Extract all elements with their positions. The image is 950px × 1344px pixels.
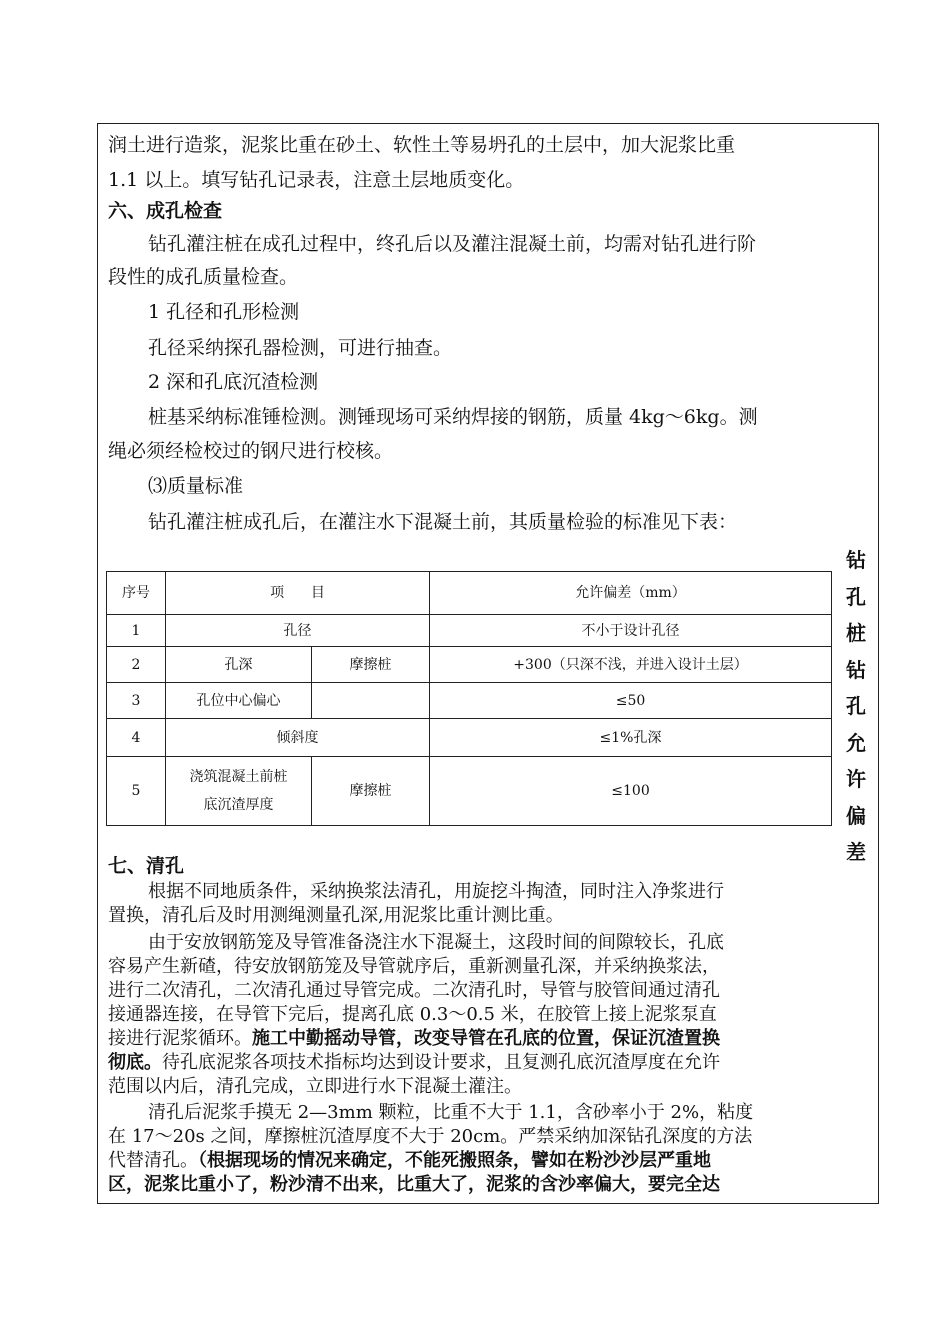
text-line: 钻孔灌注桩在成孔过程中，终孔后以及灌注混凝土前，均需对钻孔进行阶 bbox=[148, 233, 757, 255]
cell-no: 4 bbox=[107, 719, 166, 757]
tolerance-table bbox=[106, 571, 832, 826]
cell-no: 1 bbox=[107, 615, 166, 647]
table-row bbox=[107, 683, 832, 719]
side-title-char: 孔 bbox=[846, 694, 866, 718]
cell-sub: 摩擦桩 bbox=[312, 757, 430, 826]
text-line: 桩基采纳标准锤检测。测锤现场可采纳焊接的钢筋，质量 4kg～6kg。测 bbox=[148, 406, 758, 428]
text-normal: 待孔底泥浆各项技术指标均达到设计要求，且复测孔底沉渣厚度在允许 bbox=[162, 1052, 720, 1073]
cell-item: 孔径 bbox=[166, 615, 430, 647]
text-bold: 彻底。 bbox=[108, 1052, 162, 1073]
text-line: 容易产生新碴，待安放钢筋笼及导管就序后，重新测量孔深，并采纳换浆法， bbox=[108, 956, 720, 977]
text-line: 段性的成孔质量检查。 bbox=[108, 266, 299, 288]
header-item: 项 目 bbox=[166, 572, 430, 615]
text-line bbox=[108, 1150, 711, 1172]
text-line: 范围以内后，清孔完成，立即进行水下混凝土灌注。 bbox=[108, 1076, 522, 1097]
subheading: 2 深和孔底沉渣检测 bbox=[148, 371, 319, 393]
cell-tolerance: 不小于设计孔径 bbox=[430, 615, 832, 647]
side-title-char: 许 bbox=[846, 767, 866, 791]
text-line: 钻孔灌注桩成孔后，在灌注水下混凝土前，其质量检验的标准见下表： bbox=[148, 511, 738, 533]
cell-sub: 摩擦桩 bbox=[312, 647, 430, 683]
cell-item-line: 底沉渣厚度 bbox=[203, 797, 274, 813]
subheading: ⑶质量标准 bbox=[148, 475, 244, 497]
side-title-char: 差 bbox=[846, 840, 866, 864]
text-line: 区，泥浆比重小了，粉沙清不出来，比重大了，泥浆的含沙率偏大，要完全达 bbox=[108, 1174, 720, 1195]
table-row bbox=[107, 647, 832, 683]
header-tolerance: 允许偏差（mm） bbox=[430, 572, 832, 615]
text-normal: 接进行泥浆循环。 bbox=[108, 1028, 252, 1049]
text-line: 根据不同地质条件，采纳换浆法清孔，用旋挖斗掏渣，同时注入净浆进行 bbox=[148, 881, 724, 902]
text-line: 润土进行造浆，泥浆比重在砂土、软性土等易坍孔的土层中，加大泥浆比重 bbox=[108, 134, 736, 156]
subheading: 1 孔径和孔形检测 bbox=[148, 301, 300, 323]
text-line: 进行二次清孔，二次清孔通过导管完成。二次清孔时，导管与胶管间通过清孔 bbox=[108, 980, 720, 1001]
table-row bbox=[107, 757, 832, 826]
text-bold: 施工中勤摇动导管，改变导管在孔底的位置，保证沉渣置换 bbox=[252, 1028, 720, 1049]
header-no: 序号 bbox=[107, 572, 166, 615]
cell-tolerance: ≤50 bbox=[430, 683, 832, 719]
cell-no: 5 bbox=[107, 757, 166, 826]
text-line: 清孔后泥浆手摸无 2—3mm 颗粒，比重不大于 1.1，含砂率小于 2%，粘度 bbox=[148, 1102, 754, 1123]
cell-item: 孔深 bbox=[166, 647, 312, 683]
text-line bbox=[108, 1052, 720, 1074]
side-title-char: 偏 bbox=[846, 803, 866, 828]
text-line: 绳必须经检校过的钢尺进行校核。 bbox=[108, 440, 394, 462]
section-heading-6: 六、成孔检查 bbox=[108, 200, 223, 222]
text-normal: 代替清孔。 bbox=[108, 1150, 198, 1171]
text-line: 接通器连接，在导管下完后，提离孔底 0.3～0.5 米，在胶管上接上泥浆泵直 bbox=[108, 1004, 717, 1025]
side-title-char: 钻 bbox=[846, 548, 866, 572]
text-bold: （根据现场的情况来确定，不能死搬照条，譬如在粉沙沙层严重地 bbox=[198, 1150, 711, 1171]
side-title-char: 孔 bbox=[846, 584, 866, 609]
table-row bbox=[107, 615, 832, 647]
cell-no: 2 bbox=[107, 647, 166, 683]
cell-tolerance: +300（只深不浅，并进入设计土层） bbox=[430, 647, 832, 683]
cell-item: 孔位中心偏心 bbox=[166, 683, 312, 719]
text-line: 由于安放钢筋笼及导管准备浇注水下混凝土，这段时间的间隙较长，孔底 bbox=[148, 932, 724, 953]
cell-no: 3 bbox=[107, 683, 166, 719]
text-line: 在 17～20s 之间，摩擦桩沉渣厚度不大于 20cm。严禁采纳加深钻孔深度的方法 bbox=[108, 1126, 753, 1147]
cell-sub bbox=[312, 683, 430, 719]
cell-item: 倾斜度 bbox=[166, 719, 430, 757]
table-header-row bbox=[107, 572, 832, 615]
cell-item bbox=[166, 757, 312, 826]
cell-tolerance: ≤100 bbox=[430, 757, 832, 826]
side-title-char: 桩 bbox=[846, 621, 866, 645]
text-line: 置换，清孔后及时用测绳测量孔深,用泥浆比重计测比重。 bbox=[108, 905, 564, 926]
cell-item-line: 浇筑混凝土前桩 bbox=[189, 769, 288, 785]
text-line: 1.1 以上。填写钻孔记录表，注意土层地质变化。 bbox=[108, 169, 525, 191]
section-heading-7: 七、清孔 bbox=[108, 855, 185, 877]
side-title-char: 允 bbox=[846, 730, 866, 755]
text-line: 孔径采纳探孔器检测，可进行抽查。 bbox=[148, 337, 453, 359]
side-title-char: 钻 bbox=[846, 657, 866, 682]
table-row bbox=[107, 719, 832, 757]
table-side-title bbox=[844, 542, 868, 871]
text-line bbox=[108, 1028, 720, 1050]
cell-tolerance: ≤1%孔深 bbox=[430, 719, 832, 757]
